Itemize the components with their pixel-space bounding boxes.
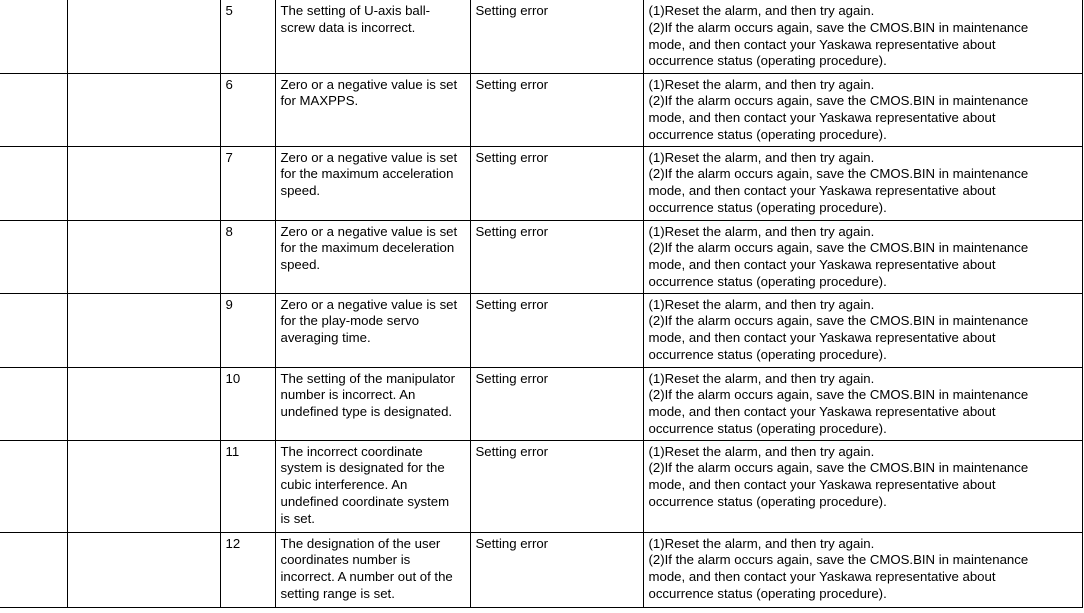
category-text: Setting error — [475, 370, 549, 386]
remedy-cell — [643, 440, 1082, 532]
table-row — [0, 367, 1082, 440]
cause-line: undefined coordinate system — [280, 493, 450, 509]
sub-code-cell — [220, 532, 275, 607]
sub-code-cell — [220, 146, 275, 220]
remedy-line: mode, and then contact your Yaskawa representative about — [648, 330, 996, 346]
remedy-line: (1)Reset the alarm, and then try again. — [648, 535, 875, 551]
remedy-line: occurrence status (operating procedure). — [648, 346, 887, 362]
cause-line: for the play-mode servo — [280, 313, 420, 329]
remedy-cell — [643, 220, 1082, 293]
cause-cell — [275, 146, 470, 220]
sub-code-text: 9 — [225, 296, 233, 312]
cause-line: The incorrect coordinate — [280, 443, 423, 459]
empty-cell-alarm-number — [0, 440, 67, 532]
empty-cell-alarm-name — [67, 367, 220, 440]
category-text: Setting error — [475, 149, 549, 165]
empty-cell-alarm-name — [67, 0, 220, 73]
category-cell — [470, 220, 643, 293]
category-cell — [470, 0, 643, 73]
cause-line: for the maximum deceleration — [280, 240, 455, 256]
empty-cell-alarm-number — [0, 293, 67, 367]
cause-cell — [275, 0, 470, 73]
remedy-cell — [643, 146, 1082, 220]
cause-line: The setting of the manipulator — [280, 370, 455, 386]
sub-code-text: 7 — [225, 149, 233, 165]
category-cell — [470, 532, 643, 607]
remedy-line: (2)If the alarm occurs again, save the CMOS.BIN in maintenance — [648, 460, 1029, 476]
table-row — [0, 146, 1082, 220]
empty-cell-alarm-number — [0, 73, 67, 146]
remedy-line: (2)If the alarm occurs again, save the CMOS.BIN in maintenance — [648, 240, 1029, 256]
cause-line: Zero or a negative value is set — [280, 296, 458, 312]
table-row — [0, 440, 1082, 532]
table-row — [0, 293, 1082, 367]
remedy-cell — [643, 293, 1082, 367]
remedy-line: (1)Reset the alarm, and then try again. — [648, 443, 875, 459]
sub-code-text: 11 — [225, 443, 240, 459]
remedy-line: occurrence status (operating procedure). — [648, 53, 887, 69]
cause-line: incorrect. A number out of the — [280, 569, 453, 585]
empty-cell-alarm-name — [67, 73, 220, 146]
cause-line: The setting of U-axis ball- — [280, 3, 431, 18]
remedy-line: (2)If the alarm occurs again, save the CMOS.BIN in maintenance — [648, 313, 1029, 329]
table-row — [0, 0, 1082, 73]
category-cell — [470, 293, 643, 367]
category-text: Setting error — [475, 223, 549, 239]
remedy-line: mode, and then contact your Yaskawa representative about — [648, 110, 996, 126]
category-text: Setting error — [475, 443, 549, 459]
category-cell — [470, 73, 643, 146]
sub-code-cell — [220, 293, 275, 367]
remedy-line: mode, and then contact your Yaskawa representative about — [648, 477, 996, 493]
remedy-line: (1)Reset the alarm, and then try again. — [648, 76, 875, 92]
cause-line: cubic interference. An — [280, 477, 408, 493]
remedy-line: occurrence status (operating procedure). — [648, 585, 887, 601]
cause-line: setting range is set. — [280, 585, 395, 601]
cause-line: number is incorrect. An — [280, 387, 416, 403]
remedy-cell — [643, 367, 1082, 440]
remedy-line: mode, and then contact your Yaskawa representative about — [648, 257, 996, 273]
cause-cell — [275, 367, 470, 440]
empty-cell-alarm-name — [67, 532, 220, 607]
sub-code-cell — [220, 220, 275, 293]
empty-cell-alarm-number — [0, 146, 67, 220]
empty-cell-alarm-number — [0, 532, 67, 607]
remedy-line: (1)Reset the alarm, and then try again. — [648, 296, 875, 312]
sub-code-cell — [220, 0, 275, 73]
category-text: Setting error — [475, 76, 549, 92]
remedy-line: occurrence status (operating procedure). — [648, 493, 887, 509]
remedy-line: occurrence status (operating procedure). — [648, 420, 887, 436]
category-text: Setting error — [475, 296, 549, 312]
cause-cell — [275, 532, 470, 607]
cause-line: Zero or a negative value is set — [280, 149, 458, 165]
category-text: Setting error — [475, 3, 549, 18]
cause-line: Zero or a negative value is set — [280, 223, 458, 239]
table-row — [0, 73, 1082, 146]
remedy-line: (2)If the alarm occurs again, save the CMOS.BIN in maintenance — [648, 552, 1029, 568]
cause-line: coordinates number is — [280, 552, 411, 568]
remedy-line: mode, and then contact your Yaskawa representative about — [648, 404, 996, 420]
empty-cell-alarm-name — [67, 440, 220, 532]
remedy-line: mode, and then contact your Yaskawa representative about — [648, 183, 996, 199]
cause-line: for the maximum acceleration — [280, 166, 454, 182]
cause-cell — [275, 440, 470, 532]
empty-cell-alarm-name — [67, 220, 220, 293]
sub-code-text: 8 — [225, 223, 233, 239]
empty-cell-alarm-number — [0, 220, 67, 293]
empty-cell-alarm-number — [0, 0, 67, 73]
sub-code-text: 12 — [225, 535, 241, 551]
remedy-line: occurrence status (operating procedure). — [648, 273, 887, 289]
remedy-line: (2)If the alarm occurs again, save the CMOS.BIN in maintenance — [648, 166, 1029, 182]
empty-cell-alarm-number — [0, 367, 67, 440]
category-cell — [470, 367, 643, 440]
cause-line: Zero or a negative value is set — [280, 76, 458, 92]
cause-line: averaging time. — [280, 330, 371, 346]
empty-cell-alarm-name — [67, 293, 220, 367]
table-row — [0, 532, 1082, 607]
remedy-line: mode, and then contact your Yaskawa representative about — [648, 569, 996, 585]
cause-cell — [275, 220, 470, 293]
cause-line: screw data is incorrect. — [280, 19, 416, 35]
sub-code-text: 10 — [225, 370, 241, 386]
remedy-line: mode, and then contact your Yaskawa representative about — [648, 36, 996, 52]
remedy-line: (2)If the alarm occurs again, save the CMOS.BIN in maintenance — [648, 19, 1029, 35]
category-cell — [470, 440, 643, 532]
category-text: Setting error — [475, 535, 549, 551]
sub-code-cell — [220, 367, 275, 440]
cause-line: system is designated for the — [280, 460, 445, 476]
table-row — [0, 220, 1082, 293]
remedy-cell — [643, 73, 1082, 146]
sub-code-text: 6 — [225, 76, 233, 92]
remedy-line: (2)If the alarm occurs again, save the CMOS.BIN in maintenance — [648, 93, 1029, 109]
cause-cell — [275, 73, 470, 146]
cause-line: The designation of the user — [280, 535, 441, 551]
sub-code-cell — [220, 440, 275, 532]
remedy-cell — [643, 532, 1082, 607]
cause-line: speed. — [280, 183, 321, 199]
empty-cell-alarm-name — [67, 146, 220, 220]
cause-line: undefined type is designated. — [280, 404, 453, 420]
cause-cell — [275, 293, 470, 367]
cause-line: speed. — [280, 257, 321, 273]
cause-line: is set. — [280, 510, 315, 526]
remedy-line: (1)Reset the alarm, and then try again. — [648, 370, 875, 386]
remedy-line: (1)Reset the alarm, and then try again. — [648, 223, 875, 239]
remedy-cell — [643, 0, 1082, 73]
remedy-line: occurrence status (operating procedure). — [648, 199, 887, 215]
remedy-line: (1)Reset the alarm, and then try again. — [648, 3, 875, 18]
remedy-line: occurrence status (operating procedure). — [648, 126, 887, 142]
remedy-line: (1)Reset the alarm, and then try again. — [648, 149, 875, 165]
sub-code-text: 5 — [225, 3, 233, 18]
category-cell — [470, 146, 643, 220]
sub-code-cell — [220, 73, 275, 146]
remedy-line: (2)If the alarm occurs again, save the CMOS.BIN in maintenance — [648, 387, 1029, 403]
cause-line: for MAXPPS. — [280, 93, 359, 109]
